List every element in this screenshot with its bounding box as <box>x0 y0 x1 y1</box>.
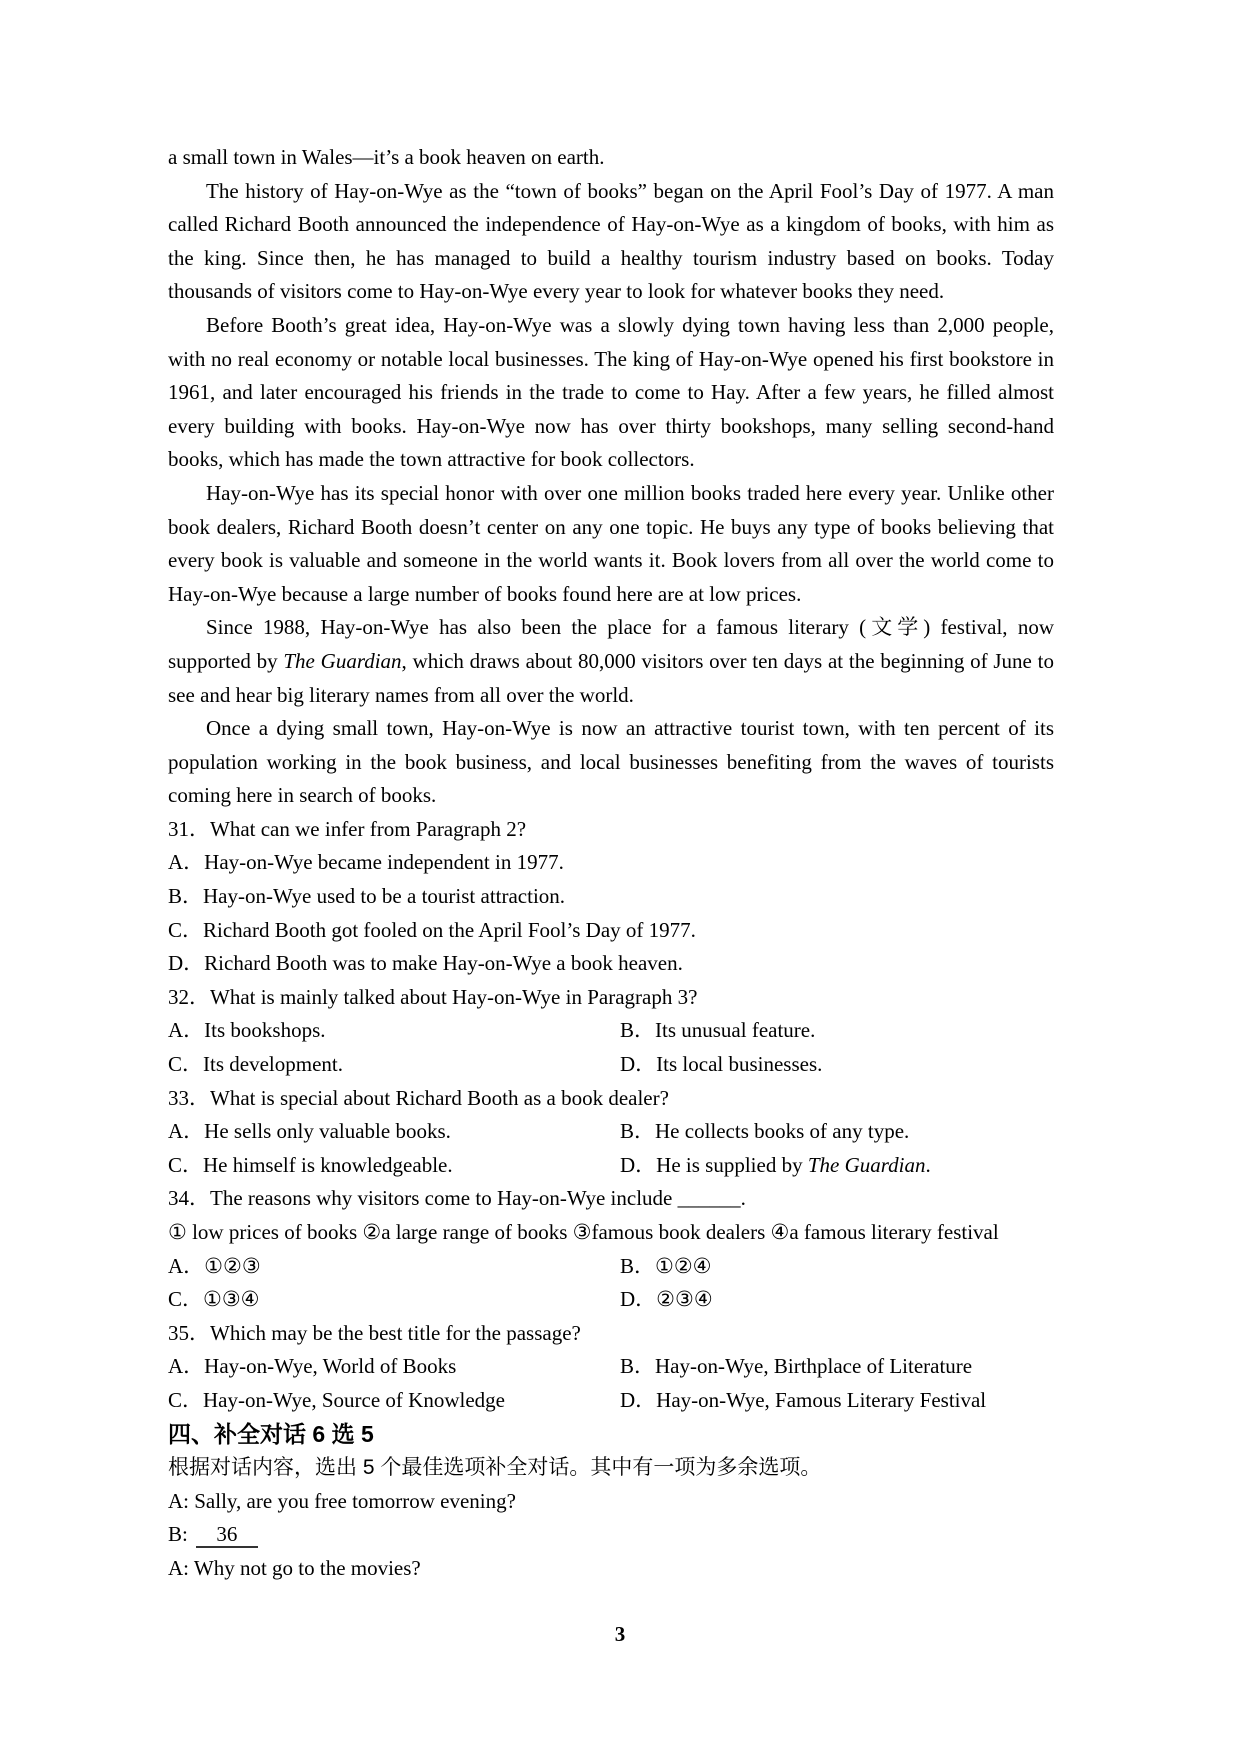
question-31-option-d: D．Richard Booth was to make Hay-on-Wye a book heaven. <box>168 951 683 976</box>
section-4-instruction: 根据对话内容，选出 5 个最佳选项补全对话。其中有一项为多余选项。 <box>168 1456 822 1480</box>
guardian-title-italic: The Guardian <box>807 1152 926 1177</box>
dialogue-blank-36: 36 <box>196 1522 258 1548</box>
question-32-options-row-1 <box>168 1014 1054 1048</box>
question-34-option-a: A．①②③ <box>168 1253 261 1278</box>
question-35-stem: 35．Which may be the best title for the passage? <box>168 1320 581 1345</box>
question-32-stem: 32．What is mainly talked about Hay-on-Wye in Paragraph 3? <box>168 984 698 1009</box>
question-33-option-d <box>620 1149 1054 1183</box>
question-33-stem: 33．What is special about Richard Booth as a book dealer? <box>168 1085 669 1110</box>
passage-paragraph-history: The history of Hay-on-Wye as the “town of books” began on the April Fool’s Day of 1977. A man called Richard Booth announced the independence of Hay-on-Wye as a kingdom of books, with him as the king. Since then, he has managed to build a healthy tourism industry based on books. Today thousands of visitors come to Hay-on-Wye every year to look for whatever books they need. <box>168 178 1054 304</box>
question-35-option-a: A．Hay-on-Wye, World of Books <box>168 1354 457 1379</box>
question-31-option-b: B．Hay-on-Wye used to be a tourist attraction. <box>168 884 566 909</box>
question-35-option-b: B．Hay-on-Wye, Birthplace of Literature <box>620 1354 973 1379</box>
question-32-option-a: A．Its bookshops. <box>168 1018 326 1043</box>
passage-paragraph-festival <box>168 611 1054 712</box>
question-31-option-c: C．Richard Booth got fooled on the April Fool’s Day of 1977. <box>168 917 696 942</box>
question-33-option-c: C．He himself is knowledgeable. <box>168 1152 453 1177</box>
passage-paragraph-special-honor: Hay-on-Wye has its special honor with over one million books traded here every year. Unlike other book dealers, Richard Booth doesn’t center on any one topic. He buys any type of books believing that every book is valuable and someone in the world wants it. Book lovers from all over the world come to Hay-on-Wye because a large number of books found here are at low prices. <box>168 480 1054 606</box>
question-35-options-row-2 <box>168 1384 1054 1418</box>
question-34-options-row-2 <box>168 1283 1054 1317</box>
guardian-title-italic: The Guardian <box>283 648 402 673</box>
question-35-option-d: D．Hay-on-Wye, Famous Literary Festival <box>620 1387 987 1412</box>
question-35-options-row-1 <box>168 1350 1054 1384</box>
dialogue-line-a1: A: Sally, are you free tomorrow evening? <box>168 1488 516 1513</box>
question-34-option-d: D．②③④ <box>620 1287 713 1312</box>
page-number: 3 <box>614 1622 626 1646</box>
question-33-option-b: B．He collects books of any type. <box>620 1119 910 1144</box>
question-32-option-b: B．Its unusual feature. <box>620 1018 816 1043</box>
question-34-options-row-1 <box>168 1250 1054 1284</box>
question-32-option-c: C．Its development. <box>168 1052 343 1077</box>
question-33-options-row-1 <box>168 1115 1054 1149</box>
passage-paragraph-conclusion: Once a dying small town, Hay-on-Wye is now an attractive tourist town, with ten percent of its population working in the book business, and local businesses benefiting from the waves of tourists coming here in search of books. <box>168 716 1054 808</box>
option-d-text-before: D．He is supplied by <box>620 1152 808 1177</box>
question-34-numbered-items: ① low prices of books ②a large range of books ③famous book dealers ④a famous literary festival <box>168 1220 999 1244</box>
question-32-option-d: D．Its local businesses. <box>620 1052 823 1077</box>
question-34-option-c: C．①③④ <box>168 1287 260 1312</box>
question-33-option-a: A．He sells only valuable books. <box>168 1119 451 1144</box>
passage-intro-line: a small town in Wales—it’s a book heaven on earth. <box>168 145 605 169</box>
page-content <box>168 141 1054 1586</box>
dialogue-speaker-b: B: <box>168 1522 188 1547</box>
question-32-options-row-2 <box>168 1048 1054 1082</box>
dialogue-line-b <box>168 1518 1054 1552</box>
question-31-stem: 31．What can we infer from Paragraph 2? <box>168 816 527 841</box>
question-34-option-b: B．①②④ <box>620 1253 712 1278</box>
question-35-option-c: C．Hay-on-Wye, Source of Knowledge <box>168 1387 505 1412</box>
festival-text-before: Since 1988, Hay-on-Wye has also been the place for a famous literary (文学) festival, now supported by <box>168 615 1054 673</box>
passage-paragraph-before-booth: Before Booth’s great idea, Hay-on-Wye was a slowly dying town having less than 2,000 people, with no real economy or notable local businesses. The king of Hay-on-Wye opened his first bookstore in 1961, and later encouraged his friends in the trade to come to Hay. After a few years, he filled almost every building with books. Hay-on-Wye now has over thirty bookshops, many selling second-hand books, which has made the town attractive for book collectors. <box>168 312 1054 472</box>
question-34-stem: 34．The reasons why visitors come to Hay-on-Wye include ______. <box>168 1186 746 1211</box>
dialogue-line-a2: A: Why not go to the movies? <box>168 1555 421 1580</box>
question-31-option-a: A．Hay-on-Wye became independent in 1977. <box>168 850 564 875</box>
option-d-text-after: . <box>925 1152 931 1177</box>
question-33-options-row-2 <box>168 1149 1054 1183</box>
section-4-title: 四、补全对话 6 选 5 <box>168 1420 374 1447</box>
festival-text-after: , which draws about 80,000 visitors over ten days at the beginning of June to see and hear big literary names from all over the world. <box>168 648 1054 707</box>
